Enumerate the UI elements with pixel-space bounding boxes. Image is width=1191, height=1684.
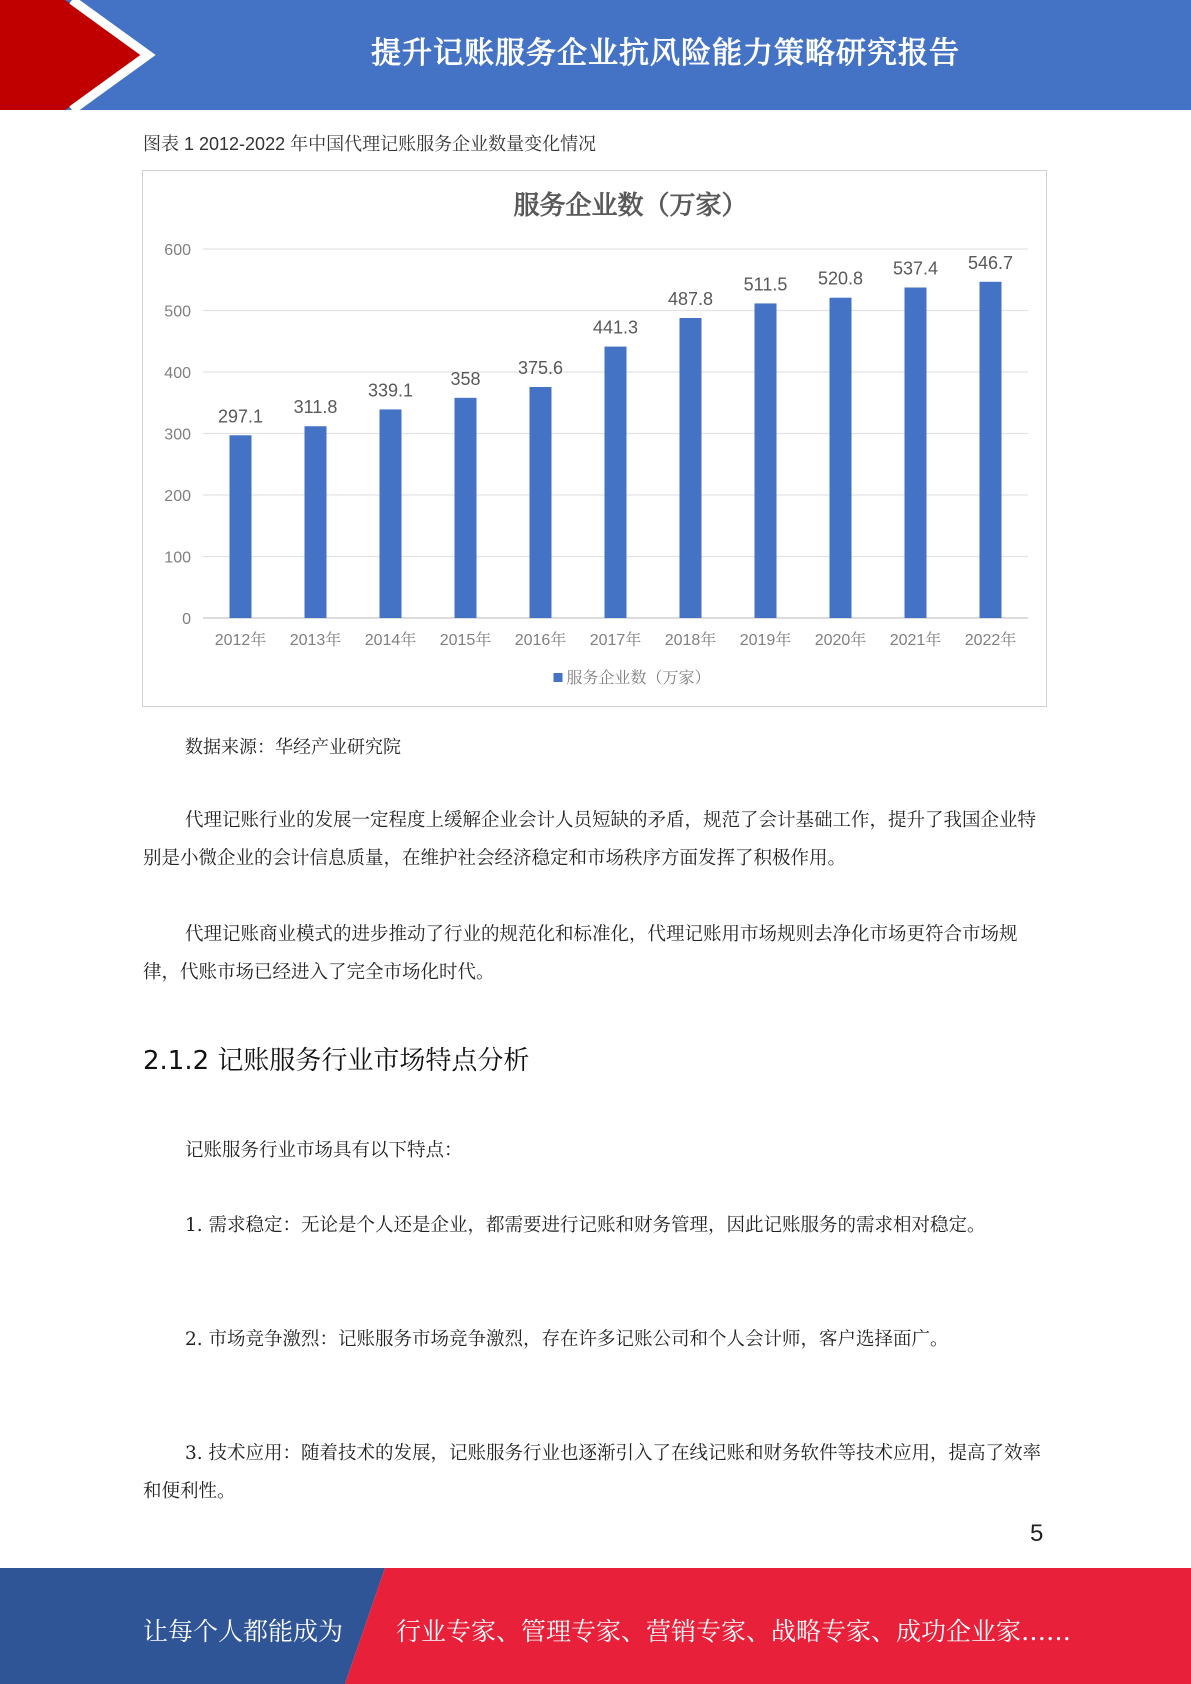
y-tick-label: 400	[164, 365, 191, 382]
footer-slogan-right: 行业专家、管理专家、营销专家、战略专家、成功企业家……	[396, 1617, 1072, 1646]
x-tick-label: 2016年	[514, 632, 567, 649]
section-heading: 2.1.2 记账服务行业市场特点分析	[143, 1046, 530, 1076]
bar	[380, 409, 402, 618]
legend-label: 服务企业数（万家）	[566, 668, 711, 687]
y-tick-label: 300	[164, 426, 191, 444]
x-tick-label: 2013年	[289, 632, 342, 649]
list-item: 1. 需求稳定：无论是个人还是企业，都需要进行记账和财务管理，因此记账服务的需求相对稳定。	[185, 1215, 986, 1236]
bar	[530, 387, 552, 618]
figure-caption: 图表 1 2012-2022 年中国代理记账服务企业数量变化情况	[143, 134, 597, 154]
bar	[455, 398, 477, 618]
data-label: 297.1	[217, 406, 264, 427]
bar	[755, 303, 777, 618]
y-tick-label: 500	[164, 303, 191, 321]
data-label: 537.4	[892, 258, 939, 279]
bar	[905, 287, 927, 618]
data-label: 311.8	[293, 397, 338, 418]
page-number: 5	[1030, 1520, 1044, 1547]
x-tick-label: 2014年	[364, 632, 417, 649]
x-tick-label: 2022年	[964, 632, 1017, 649]
body-paragraph-2: 代理记账商业模式的进步推动了行业的规范化和标准化，代理记账用市场规则去净化市场更符合市场规律，代账市场已经进入了完全市场化时代。	[143, 924, 1018, 983]
footer-slogan-left: 让每个人都能成为	[143, 1617, 344, 1646]
x-tick-label: 2015年	[439, 632, 492, 649]
x-tick-label: 2019年	[739, 632, 792, 649]
bar-chart	[142, 170, 1047, 707]
y-tick-label: 200	[164, 488, 191, 505]
bar	[230, 435, 252, 618]
report-title: 提升记账服务企业抗风险能力策略研究报告	[371, 36, 960, 71]
section-intro: 记账服务行业市场具有以下特点：	[185, 1140, 463, 1161]
bar	[605, 347, 627, 618]
y-tick-label: 0	[182, 611, 191, 628]
data-label: 339.1	[367, 380, 414, 401]
data-label: 511.5	[743, 274, 788, 295]
bar	[680, 318, 702, 618]
x-tick-label: 2018年	[664, 632, 717, 649]
chart-title: 服务企业数（万家）	[513, 191, 748, 221]
data-label: 441.3	[592, 317, 639, 338]
list-item: 3. 技术应用：随着技术的发展，记账服务行业也逐渐引入了在线记账和财务软件等技术应用，提高了效率和便利性。	[143, 1443, 1042, 1502]
bar	[305, 426, 327, 618]
data-label: 487.8	[667, 289, 714, 310]
legend-swatch	[554, 673, 563, 682]
bar	[980, 282, 1002, 618]
x-tick-label: 2021年	[889, 632, 942, 649]
header-band	[0, 0, 1191, 110]
data-label: 358	[450, 368, 481, 389]
x-tick-label: 2017年	[589, 632, 642, 649]
body-paragraph-1: 代理记账行业的发展一定程度上缓解企业会计人员短缺的矛盾，规范了会计基础工作，提升了我国企业特别是小微企业的会计信息质量，在维护社会经济稳定和市场秩序方面发挥了积极作用。	[143, 810, 1037, 869]
data-label: 520.8	[817, 268, 864, 289]
y-tick-label: 100	[164, 549, 191, 567]
chart-canvas	[143, 171, 1048, 708]
bar	[830, 298, 852, 618]
x-tick-label: 2020年	[814, 632, 867, 649]
data-source: 数据来源：华经产业研究院	[185, 737, 401, 758]
y-tick-label: 600	[164, 242, 191, 259]
data-label: 375.6	[517, 358, 564, 379]
list-item: 2. 市场竞争激烈：记账服务市场竞争激烈，存在许多记账公司和个人会计师，客户选择面广。	[185, 1329, 949, 1350]
x-tick-label: 2012年	[214, 632, 267, 649]
data-label: 546.7	[967, 252, 1014, 273]
footer-band	[0, 1568, 1191, 1684]
